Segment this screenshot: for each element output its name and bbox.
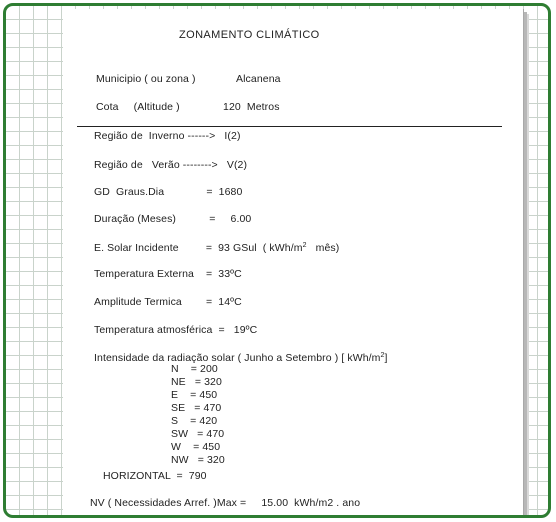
radiacao-ne: NE = 320 bbox=[171, 376, 222, 388]
regiao-verao: Região de Verão --------> V(2) bbox=[94, 159, 248, 171]
graus-dia: GD Graus.Dia = 1680 bbox=[94, 186, 243, 198]
regiao-inverno: Região de Inverno ------> I(2) bbox=[94, 130, 241, 142]
radiacao-s: S = 420 bbox=[171, 415, 218, 427]
necessidades-arrefecimento: NV ( Necessidades Arref. )Max = 15.00 kWh/m2 . ano bbox=[90, 497, 361, 509]
document-page bbox=[63, 9, 524, 518]
radiacao-horizontal: HORIZONTAL = 790 bbox=[103, 470, 207, 482]
radiacao-header: Intensidade da radiação solar ( Junho a Setembro ) [ kWh/$m^2$] bbox=[94, 352, 388, 364]
temperatura-externa: Temperatura Externa = 33ºC bbox=[94, 268, 242, 280]
cota-label: Cota (Altitude ) bbox=[96, 101, 180, 113]
municipio-value: Alcanena bbox=[236, 73, 281, 85]
divider-line bbox=[77, 126, 502, 127]
radiacao-n: N = 200 bbox=[171, 363, 218, 375]
radiacao-e: E = 450 bbox=[171, 389, 218, 401]
radiacao-sw: SW = 470 bbox=[171, 428, 225, 440]
worksheet-frame bbox=[3, 3, 551, 518]
radiacao-nw: NW = 320 bbox=[171, 454, 225, 466]
amplitude-termica: Amplitude Termica = 14ºC bbox=[94, 296, 242, 308]
duracao: Duração (Meses) = 6.00 bbox=[94, 213, 252, 225]
temperatura-atmosferica: Temperatura atmosférica = 19ºC bbox=[94, 324, 258, 336]
municipio-label: Municipio ( ou zona ) bbox=[96, 73, 196, 85]
radiacao-se: SE = 470 bbox=[171, 402, 222, 414]
radiacao-w: W = 450 bbox=[171, 441, 221, 453]
energia-solar-incidente: E. Solar Incidente = 93 GSul ( kWh/$m^2$ mês) bbox=[94, 242, 340, 254]
cota-value: 120 Metros bbox=[223, 101, 280, 113]
page-title: ZONAMENTO CLIMÁTICO bbox=[179, 29, 320, 41]
